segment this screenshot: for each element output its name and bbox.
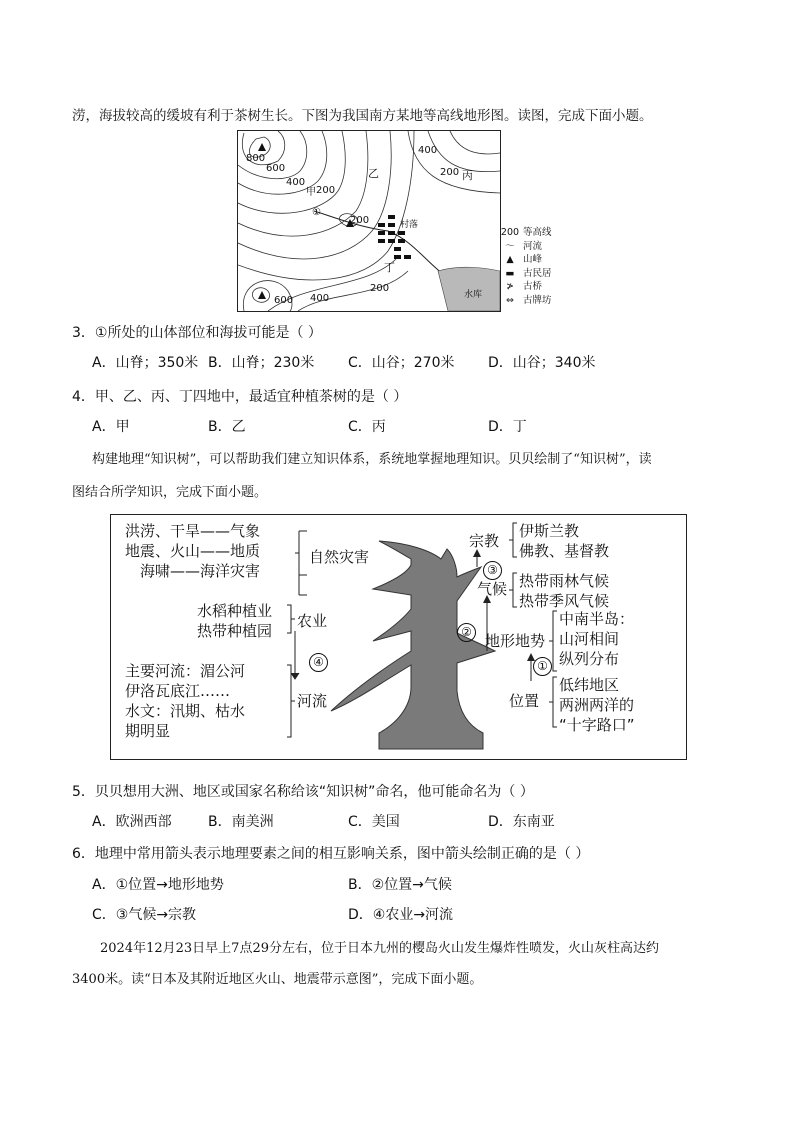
number-circle: ② [457,623,476,642]
q3-option-a[interactable]: A．山脊；350米 [92,355,199,371]
legend-label: 古桥 [523,281,543,292]
q5-option-d[interactable]: D．东南亚 [488,814,555,830]
number-circle: ④ [309,653,328,672]
contour-label: 200 [440,167,460,178]
question-3-stem: 3．①所处的山体部位和海拔可能是（ ） [72,325,322,341]
q4-option-b[interactable]: B．乙 [208,419,246,435]
tree-text: 低纬地区 [559,676,620,694]
legend-label: 山峰 [523,254,543,265]
tree-text: 水文：汛期、枯水 [125,702,246,720]
question-6-stem: 6．地理中常用箭头表示地理要素之间的相互影响关系，图中箭头绘制正确的是（ ） [72,846,590,862]
tree-terrain-items [559,609,634,669]
legend-item [500,294,552,308]
village-label: 村落 [400,220,419,230]
tree-text: 伊斯兰教 [519,522,580,540]
intro-text-3b: 3400米。读“日本及其附近地区火山、地震带示意图”，完成下面小题。 [72,972,483,987]
place-one: ① [312,207,321,218]
q4-option-a[interactable]: A．甲 [92,419,130,435]
number-circle: ③ [483,561,502,580]
house-icon: ▬ [505,267,515,279]
tree-position-items [559,675,635,735]
tree-arrow-2 [457,621,476,642]
intro-text-2a: 构建地理“知识树”，可以帮助我们建立知识体系，系统地掌握地理知识。贝贝绘制了“知识树”，读 [92,452,652,467]
tree-religion-items [519,521,609,561]
legend-item [500,253,552,267]
river-icon: 〜 [505,240,515,252]
contour-label: 600 [274,295,294,306]
tree-text: 期明显 [125,722,171,740]
tree-text: 山河相间 [559,630,620,648]
q6-option-a[interactable]: A．①位置→地形地势 [92,877,224,893]
tree-natural-disaster: 自然灾害 [309,548,370,566]
q5-option-b[interactable]: B．南美洲 [208,814,274,830]
place-bing: 丙 [462,169,473,182]
legend-label: 河流 [523,240,543,252]
place-jia: 甲 [306,187,316,198]
tree-arrow-4 [309,651,328,672]
tree-text: 纵列分布 [559,650,620,668]
tree-arrow-3 [483,559,502,580]
tree-agriculture: 农业 [297,612,328,630]
tree-left-group-1 [125,521,260,581]
contour-label: 800 [246,153,266,164]
reservoir-label: 水库 [464,290,483,300]
q4-option-c[interactable]: C．丙 [348,419,386,435]
q3-option-c[interactable]: C．山谷；270米 [348,355,455,371]
tree-text: 两洲两洋的 [559,696,635,714]
tree-climate: 气候 [477,580,508,598]
tree-left-group-2 [197,601,272,641]
q6-option-c[interactable]: C．③气候→宗教 [92,907,197,923]
legend-label: 古民居 [523,267,552,279]
tree-text: 中南半岛： [559,610,635,628]
tree-religion: 宗教 [469,532,500,550]
tree-text: 热带雨林气候 [519,572,610,590]
tree-text: 水稻种植业 [197,602,273,620]
map-legend [500,226,552,307]
bridge-icon: ≯ [506,281,514,292]
contour-label: 400 [286,177,306,188]
peak-icon: ▲ [506,254,514,265]
tree-text: 主要河流：湄公河 [125,662,246,680]
number-circle: ① [533,657,552,676]
contour-label: 200 [350,215,370,226]
contour-label: 400 [418,145,438,156]
contour-line: 200 [500,227,520,238]
question-4-stem: 4．甲、乙、丙、丁四地中，最适宜种植茶树的是（ ） [72,389,408,405]
legend-label: 等高线 [523,227,552,238]
tree-arrow-1 [533,655,552,676]
intro-text-3a: 2024年12月23日早上7点29分左右，位于日本九州的樱岛火山发生爆炸性喷发，火山灰柱高达约 [100,941,659,956]
contour-label: 200 [370,283,390,294]
contour-map [237,130,501,312]
tree-text: 地震、火山——地质 [125,542,261,560]
q3-option-b[interactable]: B．山脊；230米 [208,355,315,371]
question-5-stem: 5．贝贝想用大洲、地区或国家名称给该“知识树”命名，他可能命名为（ ） [72,784,534,800]
legend-item [500,267,552,281]
tree-climate-items [519,571,609,611]
tree-text: 洪涝、干旱——气象 [125,522,261,540]
q5-option-a[interactable]: A．欧洲西部 [92,814,172,830]
place-ding: 丁 [384,261,395,274]
tree-terrain: 地形地势 [485,632,546,650]
q5-option-c[interactable]: C．美国 [348,814,400,830]
tree-left-group-3 [125,661,245,741]
tree-river: 河流 [297,692,328,710]
contour-label: 200 [316,185,336,196]
tree-text: “十字路口” [559,716,635,734]
legend-item [500,240,552,254]
q4-option-d[interactable]: D．丁 [488,419,527,435]
place-yi: 乙 [368,167,379,180]
intro-text-1: 涝，海拔较高的缓坡有利于茶树生长。下图为我国南方某地等高线地形图。读图，完成下面小题。 [72,108,653,124]
legend-item [500,280,552,294]
contour-label: 600 [266,163,286,174]
contour-label: 400 [310,293,330,304]
tree-text: 热带季风气候 [519,592,610,610]
legend-label: 古牌坊 [523,294,552,306]
q6-option-b[interactable]: B．②位置→气候 [348,877,452,893]
tree-text: 伊洛瓦底江…… [125,682,231,700]
tree-text: 佛教、基督教 [519,542,610,560]
intro-text-2b: 图结合所学知识，完成下面小题。 [72,485,268,500]
tree-text: 热带种植园 [197,622,273,640]
archway-icon: ⇔ [506,294,514,306]
q6-option-d[interactable]: D．④农业→河流 [348,907,454,923]
legend-item [500,226,552,240]
knowledge-tree-diagram [110,514,687,760]
q3-option-d[interactable]: D．山谷；340米 [488,355,596,371]
tree-text: 海啸——海洋灾害 [140,562,261,580]
tree-position: 位置 [509,692,540,710]
